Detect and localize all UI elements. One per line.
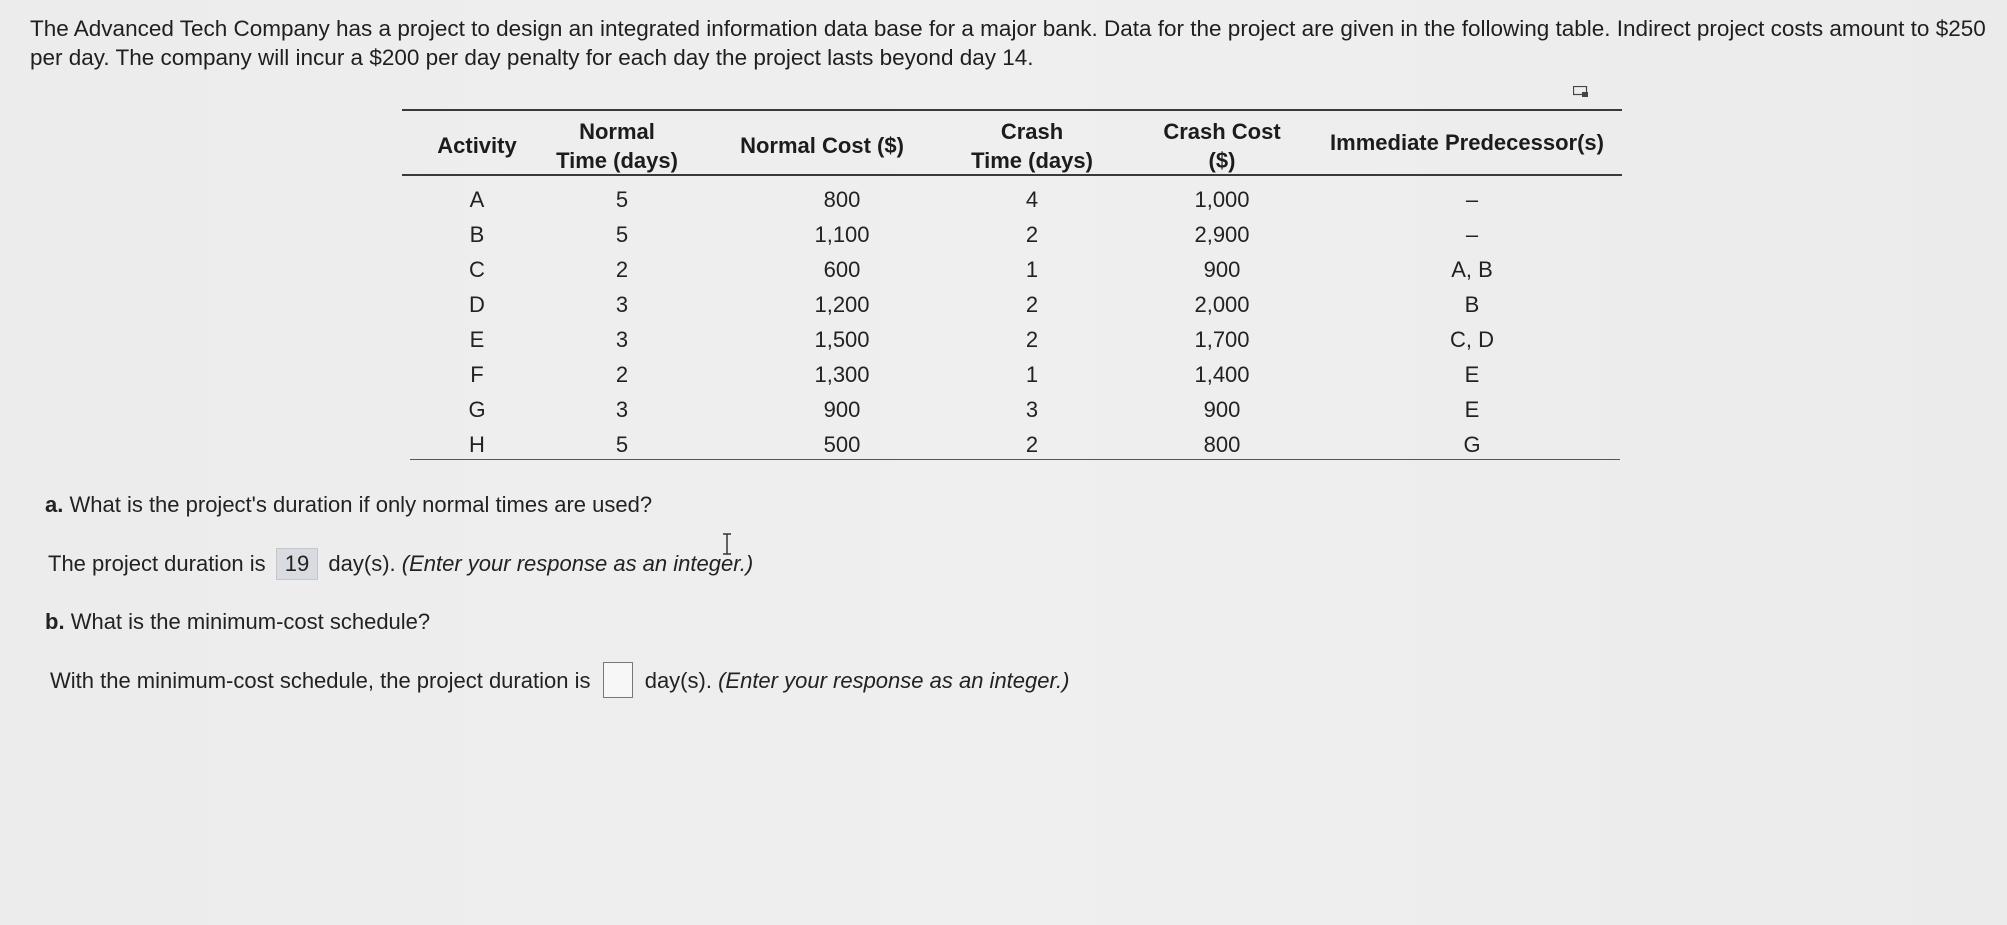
cell-crash-time: 1	[1025, 362, 1039, 387]
cell-normal-time: 5	[615, 222, 629, 247]
cell-crash-cost: 900	[1203, 397, 1241, 422]
cell-normal-cost: 600	[823, 257, 861, 282]
cell-predecessors: –	[1465, 222, 1479, 247]
problem-statement: The Advanced Tech Company has a project to design an integrated information data base for a major bank. Data for the project are given in the following table. Indirect project costs amount to $250 per day. The company will incur a $200 per day penalty for each day the project lasts beyond day 14.	[30, 16, 1986, 70]
cell-activity: G	[468, 397, 486, 422]
part-b-answer-input[interactable]	[603, 662, 633, 698]
header-crash-cost-line2: ($)	[1208, 148, 1236, 173]
cell-normal-time: 2	[615, 362, 629, 387]
cell-activity: E	[469, 327, 485, 352]
cell-activity: C	[469, 257, 485, 282]
header-predecessors: Immediate Predecessor(s)	[1330, 130, 1604, 155]
cell-crash-cost: 2,900	[1194, 222, 1250, 247]
cell-crash-time: 2	[1025, 292, 1039, 317]
cell-crash-time: 1	[1025, 257, 1039, 282]
cell-crash-cost: 1,400	[1194, 362, 1250, 387]
part-a-label: a.	[45, 492, 64, 517]
cell-normal-time: 5	[615, 432, 629, 457]
header-activity: Activity	[437, 133, 517, 158]
cell-predecessors: G	[1463, 432, 1481, 457]
part-a-answer-suffix: day(s).	[328, 551, 396, 576]
copy-table-icon[interactable]	[1573, 86, 1589, 98]
part-a-answer-field[interactable]: 19	[276, 548, 318, 580]
cell-predecessors: E	[1464, 397, 1480, 422]
cell-crash-cost: 1,700	[1194, 327, 1250, 352]
part-b-answer-line	[50, 664, 1069, 700]
cell-normal-cost: 500	[823, 432, 861, 457]
table-header-rule	[402, 174, 1622, 176]
cell-crash-cost: 2,000	[1194, 292, 1250, 317]
cell-activity: B	[469, 222, 485, 247]
cell-normal-cost: 800	[823, 187, 861, 212]
cell-normal-time: 3	[615, 327, 629, 352]
cell-activity: A	[469, 187, 485, 212]
header-crash-time-line1: Crash	[1000, 119, 1064, 144]
cell-normal-time: 5	[615, 187, 629, 212]
cell-predecessors: A, B	[1451, 257, 1493, 282]
cell-normal-cost: 1,300	[814, 362, 870, 387]
cell-predecessors: –	[1465, 187, 1479, 212]
part-b-question	[45, 608, 430, 636]
cell-normal-time: 3	[615, 292, 629, 317]
cell-crash-time: 2	[1025, 432, 1039, 457]
table-bottom-rule	[410, 459, 1620, 460]
header-crash-time-line2: Time (days)	[971, 148, 1093, 173]
cell-activity: D	[469, 292, 485, 317]
cell-normal-cost: 1,100	[814, 222, 870, 247]
part-b-hint: (Enter your response as an integer.)	[718, 667, 1070, 693]
header-normal-cost: Normal Cost ($)	[740, 133, 904, 158]
part-a-question	[45, 491, 652, 519]
cell-normal-cost: 900	[823, 397, 861, 422]
cell-crash-time: 4	[1025, 187, 1039, 212]
cell-activity: F	[470, 362, 484, 387]
text-cursor-icon	[720, 533, 734, 555]
part-a-hint: (Enter your response as an integer.)	[401, 551, 754, 576]
cell-normal-cost: 1,200	[814, 292, 870, 317]
part-a-answer-line	[48, 548, 753, 580]
header-normal-time-line1: Normal	[579, 119, 655, 144]
header-crash-cost-line1: Crash Cost	[1163, 119, 1281, 144]
part-b-answer-suffix: day(s).	[644, 667, 712, 693]
cell-normal-cost: 1,500	[814, 327, 870, 352]
part-a-answer-prefix: The project duration is	[48, 551, 266, 576]
part-b-question-text: What is the minimum-cost schedule?	[70, 609, 431, 634]
part-b-label: b.	[45, 609, 65, 634]
cell-normal-time: 3	[615, 397, 629, 422]
cell-crash-cost: 800	[1203, 432, 1241, 457]
cell-crash-time: 2	[1025, 222, 1039, 247]
cell-predecessors: E	[1464, 362, 1480, 387]
part-b-answer-prefix: With the minimum-cost schedule, the project duration is	[50, 667, 591, 693]
cell-crash-cost: 1,000	[1194, 187, 1250, 212]
table-top-rule	[402, 109, 1622, 111]
cell-predecessors: B	[1464, 292, 1480, 317]
cell-activity: H	[469, 432, 485, 457]
part-a-question-text: What is the project's duration if only normal times are used?	[69, 492, 653, 517]
cell-normal-time: 2	[615, 257, 629, 282]
cell-crash-time: 3	[1025, 397, 1039, 422]
header-normal-time-line2: Time (days)	[556, 148, 678, 173]
cell-predecessors: C, D	[1450, 327, 1494, 352]
cell-crash-time: 2	[1025, 327, 1039, 352]
cell-crash-cost: 900	[1203, 257, 1241, 282]
